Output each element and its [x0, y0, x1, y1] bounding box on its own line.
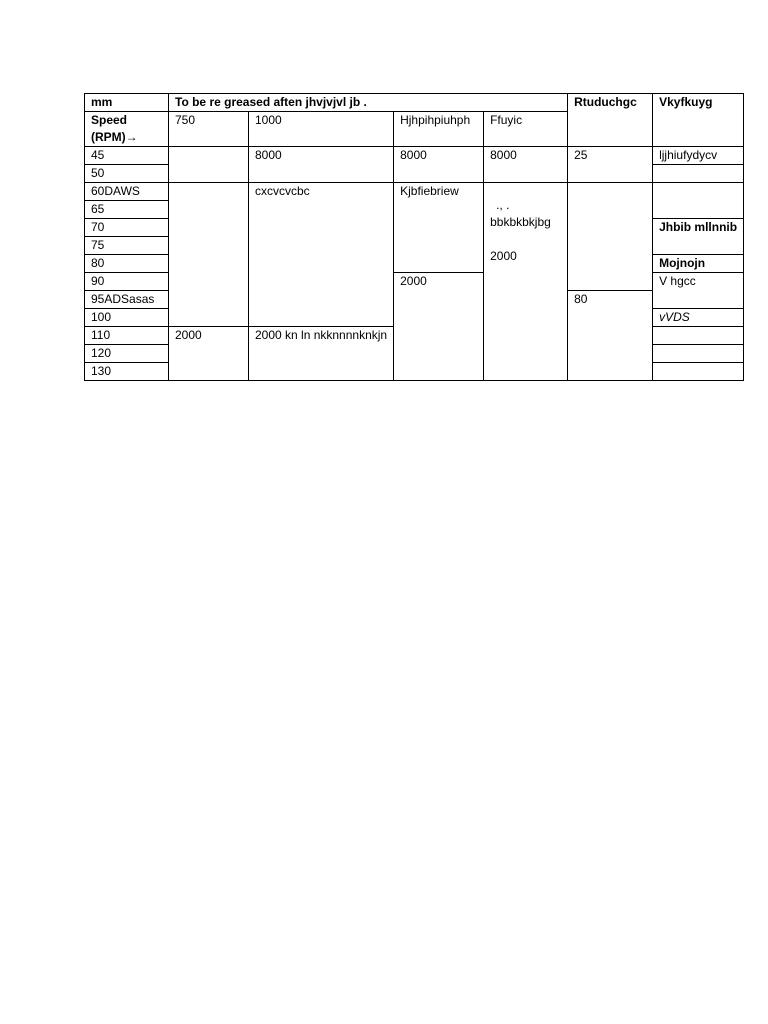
table-cell: vVDS [653, 309, 744, 327]
table-cell: 2000 kn ln nkknnnnknkjn [249, 327, 394, 381]
table-cell: 2000 [394, 273, 484, 381]
table-cell: Jhbib mllnnib [653, 219, 744, 255]
row-label: 90 [85, 273, 169, 291]
table-cell [653, 327, 744, 345]
row-label: 110 [85, 327, 169, 345]
table-cell: 2000 [169, 327, 249, 381]
col7-header: Vkyfkuyg [653, 94, 744, 147]
table-row [85, 147, 744, 165]
row-label: 65 [85, 201, 169, 219]
col6-header: Rtuduchgc [568, 94, 653, 147]
table-cell [653, 345, 744, 363]
table-cell [169, 183, 249, 327]
table-cell [653, 165, 744, 183]
speed-rpm-cell [85, 112, 169, 147]
speed-1000: 1000 [249, 112, 394, 147]
cell-line: bbkbkbkjbg [490, 215, 551, 229]
table-cell [169, 147, 249, 183]
row-label: 100 [85, 309, 169, 327]
table-cell [484, 183, 568, 381]
table-cell: cxcvcvcbc [249, 183, 394, 327]
table-row [85, 94, 744, 112]
row-label: 120 [85, 345, 169, 363]
row-label: 130 [85, 363, 169, 381]
row-label: 50 [85, 165, 169, 183]
arrow-right-icon: → [125, 130, 138, 144]
speed-col3: Hjhpihpiuhph [394, 112, 484, 147]
table-cell [653, 183, 744, 219]
table-cell [653, 363, 744, 381]
cell-line: ., . [496, 198, 510, 212]
table-cell: 8000 [484, 147, 568, 183]
table-cell: 80 [568, 291, 653, 381]
rpm-label: (RPM) [91, 130, 126, 144]
table-cell [568, 183, 653, 291]
table-cell: V hgcc [653, 273, 744, 309]
table-cell: ljjhiufydycv [653, 147, 744, 165]
title-header: To be re greased aften jhvjvjvl jb . [169, 94, 568, 112]
grease-table [84, 93, 744, 381]
row-label: 45 [85, 147, 169, 165]
cell-line: 2000 [490, 249, 517, 263]
table-cell: Mojnojn [653, 255, 744, 273]
row-label: 95ADSasas [85, 291, 169, 309]
table-cell: Kjbfiebriew [394, 183, 484, 273]
table-row [85, 183, 744, 201]
table-cell: 8000 [249, 147, 394, 183]
table-cell: 25 [568, 147, 653, 183]
mm-header: mm [85, 94, 169, 112]
speed-label: Speed [91, 113, 128, 127]
row-label: 70 [85, 219, 169, 237]
table-cell: 8000 [394, 147, 484, 183]
speed-col4: Ffuyic [484, 112, 568, 147]
speed-750: 750 [169, 112, 249, 147]
row-label: 75 [85, 237, 169, 255]
row-label: 60DAWS [85, 183, 169, 201]
row-label: 80 [85, 255, 169, 273]
